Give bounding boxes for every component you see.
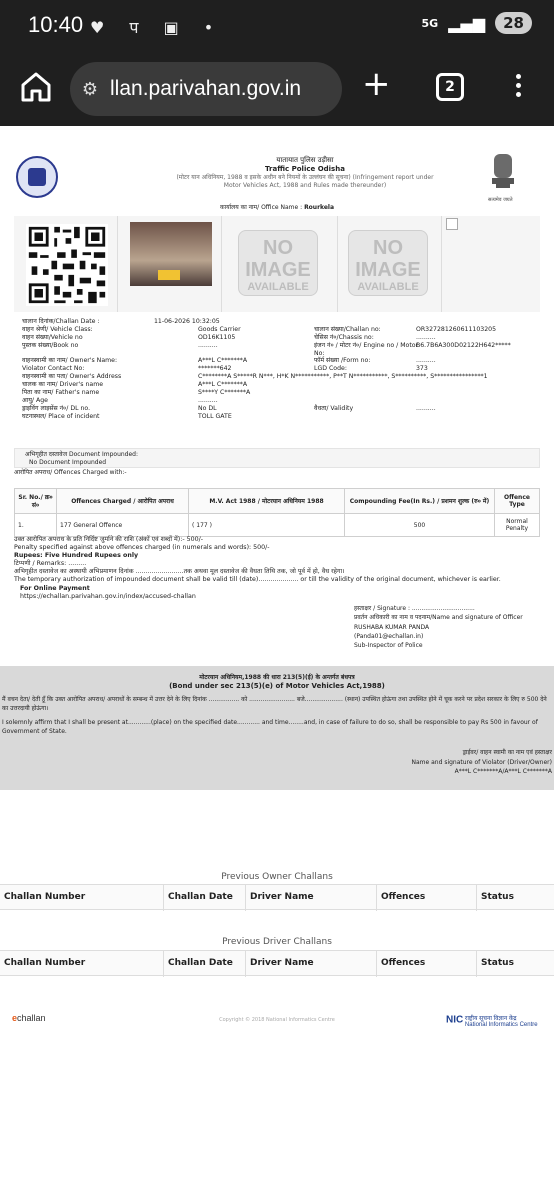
- officer-signature: [354, 604, 523, 650]
- age-value: ..........: [198, 396, 218, 404]
- title-hindi: यातायात पुलिस उड़ीसा: [276, 156, 334, 164]
- bond-text-hindi: मैं वचन देता/ देती हूँ कि उक्त आरोपित अपराध/ अपराधों के सम्बन्ध में उत्तर देने के लिए दिनांक ................ को ........................ बजे.................... (स्थान) उपस्थित होऊंगा तथा उपस्थित होने में चूक करने पर प्रदेश सरकार के लिए रु 500 देने का उत्तरदायी होऊंगा।: [2, 695, 547, 713]
- echallan-logo-prefix: e: [12, 1013, 18, 1023]
- col-offences: Offences: [381, 958, 426, 968]
- vehicle-no-label: वाहन संख्या/Vehicle no: [22, 333, 83, 341]
- no-image-placeholder: [348, 230, 428, 296]
- violator-names: A***L C*******A/A***L C*******A: [454, 768, 552, 776]
- cell-offence-type: Normal Penalty: [495, 514, 540, 537]
- challan-page: [0, 126, 554, 1200]
- online-payment-link[interactable]: https://echallan.parivahan.gov.in/index/accused-challan: [20, 592, 196, 600]
- impounded-label: अभिगृहीत दस्तावेज Document Impounded:: [25, 451, 139, 458]
- address-bar[interactable]: [70, 62, 342, 116]
- cell-mv-act: ( 177 ): [189, 514, 345, 537]
- previous-owner-header: [0, 884, 554, 910]
- col-status: Status: [481, 892, 514, 902]
- col-offence-type: Offence Type: [495, 489, 540, 514]
- bond-title-hindi: मोटरयान अधिनियम,1988 की धारा 213(5)(ई) के अन्तर्गत बंधपत्र: [199, 674, 355, 681]
- qr-code-icon: [26, 224, 108, 306]
- engine-label-2: No:: [314, 349, 325, 357]
- nic-logo-text: NIC: [446, 1014, 464, 1026]
- dl-label: ड्राइविंग लाइसेंस नं०/ DL no.: [22, 404, 91, 412]
- col-sr-no: Sr. No./ क्र० सं०: [15, 489, 57, 514]
- nic-name-hindi: राष्ट्रीय सूचना विज्ञान केंद्र: [464, 1016, 517, 1022]
- no-image-text: NO: [373, 237, 403, 259]
- browser-toolbar: [0, 52, 554, 126]
- no-image-text: IMAGE: [355, 259, 421, 281]
- date-value: 11-06-2026 10:32:05: [154, 318, 220, 325]
- authorization-english: The temporary authorization of impounded document shall be valid till (date).................... or till the validity of the original document, whichever is earlier.: [14, 576, 501, 584]
- col-mv-act: M.V. Act 1988 / मोटरयान अधिनियम 1988: [189, 489, 345, 514]
- penalty-words: Rupees: Five Hundred Rupees only: [14, 552, 139, 560]
- penalty-english: Penalty specified against above offences charged (in numerals and words): 500/-: [14, 544, 270, 552]
- vehicle-photo: [130, 222, 212, 286]
- previous-driver-header: [0, 950, 554, 976]
- place-label: घटनास्थल/ Place of incident: [22, 412, 100, 420]
- nic-name: National Informatics Centre: [464, 1022, 538, 1028]
- validity-value: ..........: [416, 404, 436, 412]
- validity-label: वैधता/ Validity: [314, 404, 354, 412]
- previous-owner-title: Previous Owner Challans: [221, 872, 333, 882]
- vehicle-photo-cell: [118, 216, 222, 312]
- office-label: कार्यालय का नाम/ Office Name :: [219, 204, 303, 211]
- site-settings-icon[interactable]: ⚙: [81, 78, 99, 100]
- remarks: टिप्पणी / Remarks: .........: [14, 560, 87, 568]
- col-fee: Compounding Fee(In Rs.) / प्रशमन शुल्क (रु० में): [345, 489, 495, 514]
- header-title: [170, 156, 440, 189]
- dl-value: No DL: [198, 404, 217, 412]
- cell-fee: 500: [345, 514, 495, 537]
- cell-offence: 177 General Offence: [57, 514, 189, 537]
- officer-rank: Sub-Inspector of Police: [354, 642, 423, 650]
- no-image-text: AVAILABLE: [357, 281, 419, 293]
- book-value: ..........: [198, 341, 218, 349]
- vehicle-class-value: Goods Carrier: [198, 325, 241, 333]
- chassis-value: ..........: [416, 333, 436, 341]
- col-driver-name: Driver Name: [250, 958, 314, 968]
- more-menu-icon[interactable]: [510, 70, 526, 101]
- chassis-label: चेसिस नं०/Chassis no:: [314, 333, 374, 341]
- battery-badge: 28: [495, 12, 532, 34]
- footer: [0, 1004, 554, 1040]
- challan-details: [14, 318, 540, 421]
- bond-text-english: I solemnly affirm that I shall be present at............(place) on the specified date............ and time........and, in case of failure to do so, shall be responsible to pay Rs 500 in favour of Government of State.: [2, 718, 538, 736]
- no-image-placeholder: [238, 230, 318, 296]
- challan-no-value: OR327281260611103205: [416, 325, 497, 333]
- date-label: चालान दिनांक/Challan Date :: [22, 318, 100, 325]
- col-driver-name: Driver Name: [250, 892, 314, 902]
- cell-sr-no: 1.: [15, 514, 57, 537]
- officer-id: (Panda01@echallan.in): [354, 632, 424, 640]
- form-label: फॉर्म संख्या /Form no:: [314, 357, 371, 365]
- network-type: 5G: [421, 16, 439, 30]
- impounded-value: No Document Impounded: [29, 458, 107, 466]
- authorization-hindi: अभिगृहीत दस्तावेज का अस्थायी अभिप्रमाणन दिनांक ........................तक अथवा मूल दस्तावेज की वैधता तिथि तक, जो पूर्व में हो, वैध रहेगा।: [14, 568, 345, 576]
- copyright: Copyright © 2018 National Informatics Centre: [219, 1017, 335, 1023]
- impounded-box: [14, 448, 540, 468]
- emblem-caption: सत्यमेव जयते: [488, 197, 513, 203]
- place-value: TOLL GATE: [198, 412, 232, 420]
- col-challan-date: Challan Date: [168, 892, 233, 902]
- no-image-cell-2: [338, 216, 442, 312]
- clock: 10:40: [28, 12, 84, 37]
- signature-label: हस्ताक्षर / Signature : .................................: [354, 605, 475, 612]
- no-image-text: AVAILABLE: [247, 281, 309, 293]
- driver-value: A***L C*******A: [198, 381, 248, 389]
- father-label: पिता का नाम/ Father's name: [22, 389, 100, 397]
- broken-image-icon: [446, 218, 458, 230]
- col-challan-number: Challan Number: [4, 892, 86, 902]
- status-bar: [0, 0, 554, 52]
- father-value: S****Y C*******A: [198, 389, 251, 397]
- office-value: Rourkela: [304, 204, 335, 211]
- engine-value: B6.7B6A300D02122H642*****: [416, 341, 511, 349]
- violator-label-hindi: ड्राईवर/ वाहन स्वामी का नाम एवं हस्ताक्षर: [462, 749, 552, 756]
- no-image-text: IMAGE: [245, 259, 311, 281]
- address-label: वाहनस्वामी का पता/ Owner's Address: [22, 373, 122, 381]
- notification-icons: ♥ प ▣ •: [90, 18, 224, 37]
- col-offence: Offences Charged / आरोपित अपराध: [57, 489, 189, 514]
- contact-value: *******642: [198, 365, 232, 373]
- age-label: आयु/ Age: [22, 396, 48, 404]
- engine-label: इंजन नं० / मोटर नं०/ Engine no / Motor: [314, 341, 419, 349]
- qr-cell: [14, 216, 118, 312]
- offences-label: आरोपित अपराध/ Offences Charged with:-: [14, 469, 127, 476]
- vehicle-no-value: OD16K1105: [198, 333, 236, 341]
- odisha-police-logo: [16, 156, 58, 198]
- owner-label: वाहनस्वामी का नाम/ Owner's Name:: [22, 357, 118, 365]
- owner-value: A***L C*******A: [198, 357, 248, 365]
- driver-label: चालक का नाम/ Driver's name: [22, 381, 104, 389]
- penalty-hindi: उक्त आरोपित अपराध के प्रति निर्दिष्ट जुर्माने की राशि (अंकों एवं शब्दों में):- 500/-: [14, 536, 204, 543]
- challan-no-label: चालान संख्या/Challan no:: [314, 325, 381, 333]
- url-text[interactable]: llan.parivahan.gov.in: [110, 77, 302, 100]
- vehicle-class-label: वाहन श्रेणी/ Vehicle Class:: [22, 325, 93, 333]
- no-image-cell-1: [222, 216, 338, 312]
- new-tab-icon[interactable]: +: [362, 64, 391, 104]
- officer-name: RUSHABA KUMAR PANDA: [354, 623, 430, 631]
- nic-logo: [446, 1014, 538, 1028]
- violator-block: [412, 748, 552, 777]
- lgd-label: LGD Code:: [314, 365, 347, 373]
- col-challan-number: Challan Number: [4, 958, 86, 968]
- tab-switcher-button[interactable]: 2: [436, 73, 464, 101]
- book-label: पुस्तक संख्या/Book no: [22, 341, 79, 349]
- col-status: Status: [481, 958, 514, 968]
- address-value: C********A S*****R N***, H*K N***********, P**T N***********, S**********, S****************1: [198, 373, 488, 381]
- penalty-section: [14, 536, 540, 601]
- office-name: [0, 204, 554, 212]
- no-image-text: NO: [263, 237, 293, 259]
- table-row: [15, 514, 540, 537]
- online-payment-label: For Online Payment: [20, 584, 90, 592]
- ashoka-emblem-icon: [486, 150, 520, 196]
- col-challan-date: Challan Date: [168, 958, 233, 968]
- offences-table: [14, 488, 540, 537]
- col-offences: Offences: [381, 892, 426, 902]
- contact-label: Violator Contact No:: [22, 365, 85, 373]
- photo-strip: [14, 216, 540, 312]
- home-icon[interactable]: [18, 69, 54, 105]
- bond-section: [0, 666, 554, 790]
- lgd-value: 373: [416, 365, 428, 373]
- bond-title: (Bond under sec 213(5)(e) of Motor Vehicles Act,1988): [169, 681, 385, 690]
- form-value: ..........: [416, 357, 436, 365]
- subtitle: (मोटर यान अधिनियम, 1988 व इसके अधीन बने नियमों के उल्लंघन की सूचना) (Infringement report under Motor Vehicles Act, 1988 and Rules made thereunder): [176, 174, 434, 189]
- signal-icon: ▂▄▆: [448, 13, 486, 33]
- violator-label: Name and signature of Violator (Driver/Owner): [411, 758, 552, 766]
- title: Traffic Police Odisha: [265, 165, 345, 174]
- officer-label: प्रवर्तन अधिकारी का नाम व पदनाम/Name and signature of Officer: [354, 614, 523, 622]
- previous-driver-title: Previous Driver Challans: [222, 937, 332, 947]
- echallan-logo-text: challan: [17, 1013, 46, 1023]
- broken-image-cell: [442, 216, 540, 312]
